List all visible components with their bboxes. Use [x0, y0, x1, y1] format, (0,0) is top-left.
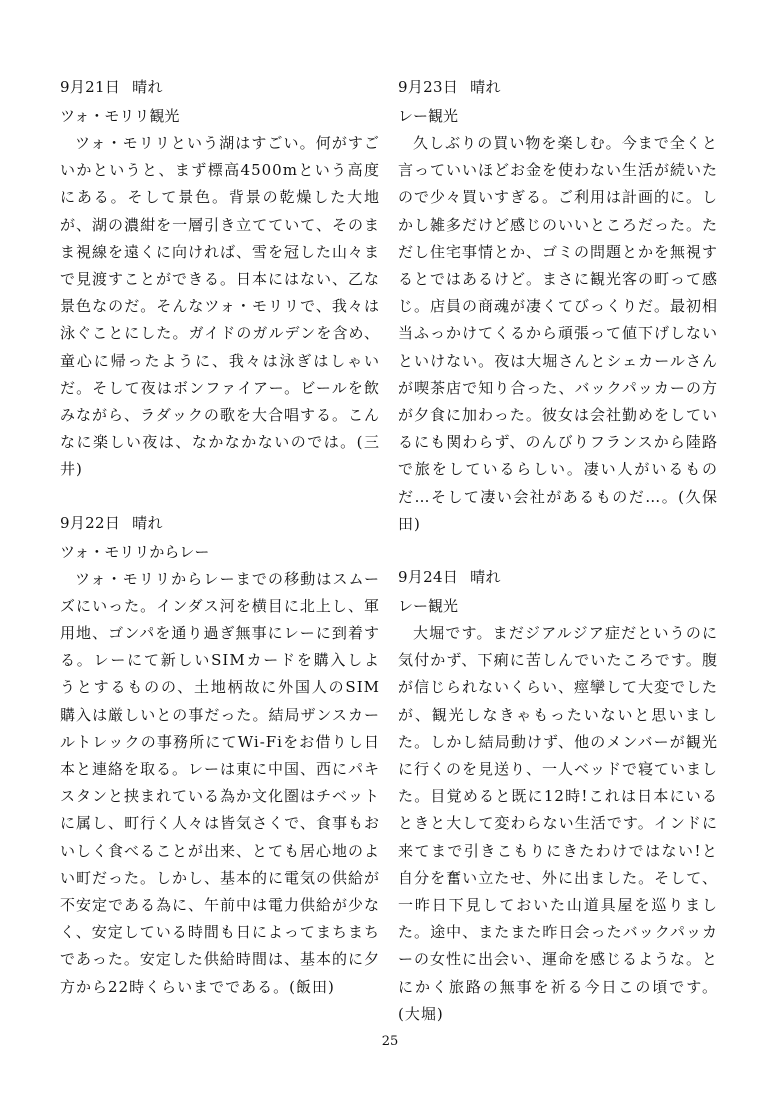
entry-body: ツォ・モリリからレーまでの移動はスムーズにいった。インダス河を横目に北上し、軍用地、ゴンパを通り過ぎ無事にレーに到着する。レーにて新しいSIMカードを購入しようとするものの、土地柄故に外国人のSIM購入は厳しいとの事だった。結局ザンスカールトレックの事務所にてWi-Fiをお借りし日本と連絡を取る。レーは東に中国、西にパキスタンと挟まれている為か文化圏はチベットに属し、町行く人々は皆気さくで、食事もおいしく食べることが出来、とても居心地のよい町だった。しかし、基本的に電気の供給が不安定である為に、午前中は電力供給が少なく、安定している時間も日によってまちまちであった。安定した供給時間は、基本的に夕方から22時くらいまでである。(飯田) [60, 569, 381, 996]
entry-title: ツォ・モリリからレー [60, 542, 210, 561]
entry-date: 9月23日 [398, 78, 459, 96]
entry-title: ツォ・モリリ観光 [60, 107, 180, 125]
entry-body: 大堀です。まだジアルジア症だというのに気付かず、下痢に苦しんでいたころです。腹が信じられないくらい、痙攣して大変でしたが、観光しなきゃもったいないと思いました。しかし結局動けず、他のメンバーが観光に行くのを見送り、一人ベッドで寝ていました。目覚めると既に12時!これは日本にいるときと大して変わらない生活です。インドに来てまで引きこもりにきたわけではない!と自分を奮い立たせ、外に出ました。そして、一昨日下見しておいた山道具屋を巡りました。途中、またまた昨日会ったバックパッカーの女性に出会い、運命を感じるような。とにかく旅路の無事を祈る今日この頃です。(大堀) [398, 624, 719, 1023]
left-column [60, 72, 380, 1025]
entry-header [60, 508, 380, 538]
right-column [398, 72, 718, 1052]
entry-header [398, 72, 718, 102]
entry-header [398, 562, 718, 592]
entry-weather: 晴れ [470, 78, 501, 96]
entry-date: 9月22日 [60, 513, 121, 532]
entry-date: 9月21日 [60, 78, 121, 96]
entry-weather: 晴れ [470, 568, 501, 587]
entry-body: 久しぶりの買い物を楽しむ。今まで全くと言っていいほどお金を使わない生活が続いたので少々買いすぎる。ご利用は計画的に。しかし雑多だけど感じのいいところだった。ただし住宅事情とか、ゴミの問題とかを無視するとではあるけど。まさに観光客の町って感じ。店員の商魂が凄くてびっくりだ。最初相当ふっかけてくるから頑張って値下げしないといけない。夜は大堀さんとシェカールさんが喫茶店で知り合った、バックパッカーの方が夕食に加わった。彼女は会社勤めをしているにも関わらず、のんびりフランスから陸路で旅をしているらしい。凄い人がいるものだ…そして凄い会社があるものだ…。(久保田) [398, 134, 719, 533]
entry-weather: 晴れ [132, 513, 163, 532]
entry-date: 9月24日 [398, 568, 459, 587]
entry-header [60, 72, 380, 102]
entry-title: レー観光 [398, 107, 459, 125]
diary-entry-sep24 [398, 562, 718, 1028]
page-number: 25 [381, 1034, 399, 1049]
entry-title: レー観光 [398, 597, 459, 616]
entry-weather: 晴れ [132, 78, 163, 96]
diary-entry-sep23 [398, 72, 718, 538]
entry-body: ツォ・モリリという湖はすごい。何がすごいかというと、まず標高4500mという高度にある。そして景色。背景の乾燥した大地が、湖の濃紺を一層引き立てていて、そのまま視線を遠くに向ければ、雪を冠した山々まで見渡すことができる。日本にはない、乙な景色なのだ。そんなツォ・モリリで、我々は泳ぐことにした。ガイドのガルデンを含め、童心に帰ったように、我々は泳ぎはしゃいだ。そして夜はボンファイアー。ビールを飲みながら、ラダックの歌を大合唱する。こんなに楽しい夜は、なかなかないのでは。(三井) [60, 134, 381, 479]
diary-entry-sep21 [60, 72, 380, 484]
diary-entry-sep22 [60, 508, 380, 1001]
